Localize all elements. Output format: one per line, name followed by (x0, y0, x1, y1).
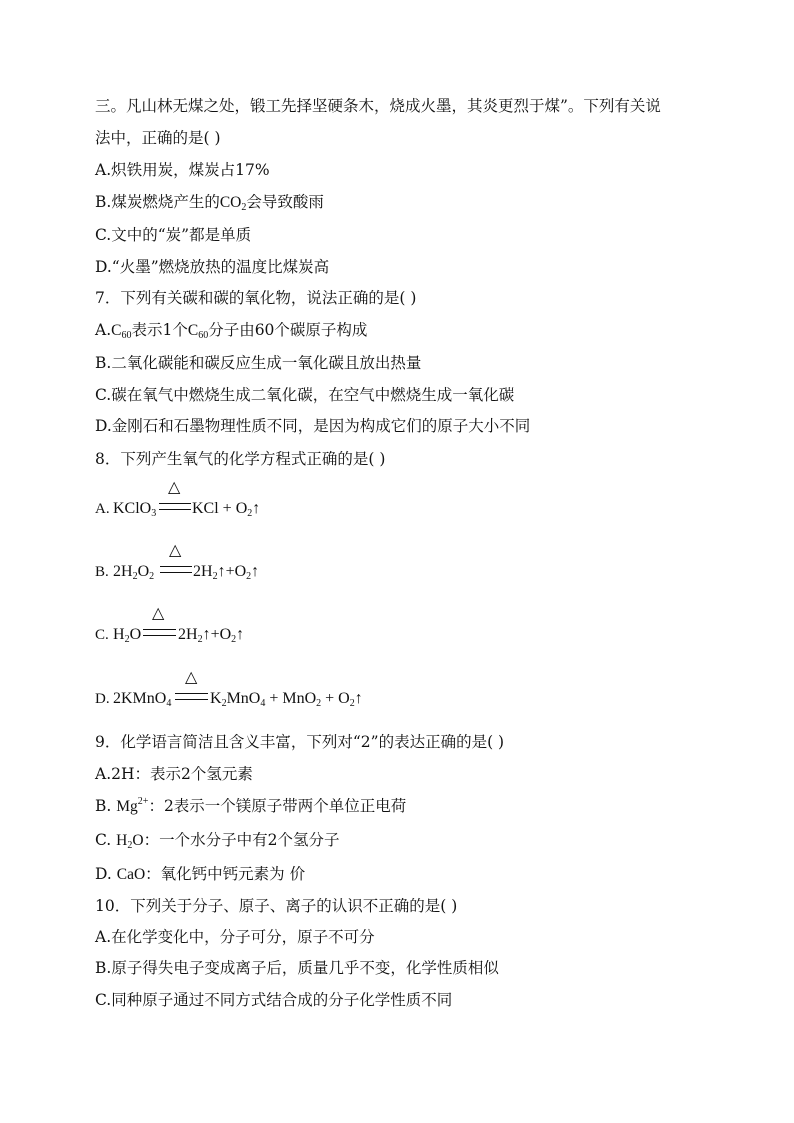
q6-stem-line2: 法中，正确的是( ) (95, 129, 221, 147)
reaction-equals-sign (160, 566, 192, 573)
gas-arrow: ↑ (251, 563, 260, 580)
q6-option-d: D.“火墨”燃烧放热的温度比煤炭高 (95, 258, 330, 276)
q9-option-a: A.2H：表示2个氢元素 (95, 765, 253, 783)
q7-option-a: $A.C_{60}$表示1个$C_{60}$分子由60个碳原子构成 (95, 321, 368, 341)
q6-option-a: A.炽铁用炭，煤炭占17% (95, 161, 270, 179)
gas-arrow: ↑ (354, 690, 363, 707)
gas-arrow: ↑ (252, 500, 261, 517)
q6-option-c: C.文中的“炭”都是单质 (95, 226, 252, 244)
heat-condition-symbol: △ (169, 540, 182, 559)
heat-condition-symbol: △ (168, 477, 181, 496)
q9-option-d: D. CaO：氧化钙中钙元素为 价 (95, 865, 306, 883)
reaction-equals-sign (143, 629, 176, 636)
q10-stem: 10．下列关于分子、原子、离子的认识不正确的是( ) (95, 897, 458, 915)
gas-arrow: ↑ (202, 626, 211, 643)
q8-option-a-equation: A. KClO$_3$ △ KCl + $O_2↑$ (95, 477, 261, 519)
q7-stem: 7．下列有关碳和碳的氧化物，说法正确的是( ) (95, 289, 417, 307)
q10-option-a: A.在化学变化中，分子可分，原子不可分 (95, 928, 375, 946)
co2-formula: $CO_2$ (219, 194, 247, 213)
heat-condition-symbol: △ (152, 603, 165, 622)
q6-stem-line1: 三。凡山林无煤之处，锻工先择坚硬条木，烧成火墨，其炎更烈于煤”。下列有关说 (95, 97, 661, 115)
gas-arrow: ↑ (236, 626, 245, 643)
q7-option-c: C.碳在氧气中燃烧生成二氧化碳，在空气中燃烧生成一氧化碳 (95, 386, 515, 404)
q8-stem: 8．下列产生氧气的化学方程式正确的是( ) (95, 450, 386, 468)
q10-option-b: B.原子得失电子变成离子后，质量几乎不变，化学性质相似 (95, 959, 499, 977)
q8-option-d-equation: D. 2KMnO$_4$ △ $K_2MnO_4 + MnO_2$ + $O_2↑$ (95, 667, 363, 709)
q8-option-c-equation: C. $H_2O$ △ $2H_2↑+O_2↑$ (95, 603, 245, 645)
q7-option-d: D.金刚石和石墨物理性质不同，是因为构成它们的原子大小不同 (95, 417, 531, 435)
reaction-equals-sign (159, 503, 191, 510)
heat-condition-symbol: △ (185, 667, 198, 686)
q8-option-b-equation: B. $2H_2O_2$ △ $2H_2↑+O_2↑$ (95, 540, 260, 582)
q9-option-c: C. $H_2O$：一个水分子中有2个氢分子 (95, 831, 340, 851)
q6-option-b: B.煤炭燃烧产生的$CO_2$会导致酸雨 (95, 193, 324, 213)
q10-option-c: C.同种原子通过不同方式结合成的分子化学性质不同 (95, 991, 453, 1009)
reaction-equals-sign (175, 693, 208, 700)
q9-option-b: B. $Mg^{2+}$：2表示一个镁原子带两个单位正电荷 (95, 796, 407, 815)
q7-option-b: B.二氧化碳能和碳反应生成一氧化碳且放出热量 (95, 354, 422, 372)
gas-arrow: ↑ (217, 563, 226, 580)
q9-stem: 9．化学语言简洁且含义丰富，下列对“2”的表达正确的是( ) (95, 733, 505, 751)
